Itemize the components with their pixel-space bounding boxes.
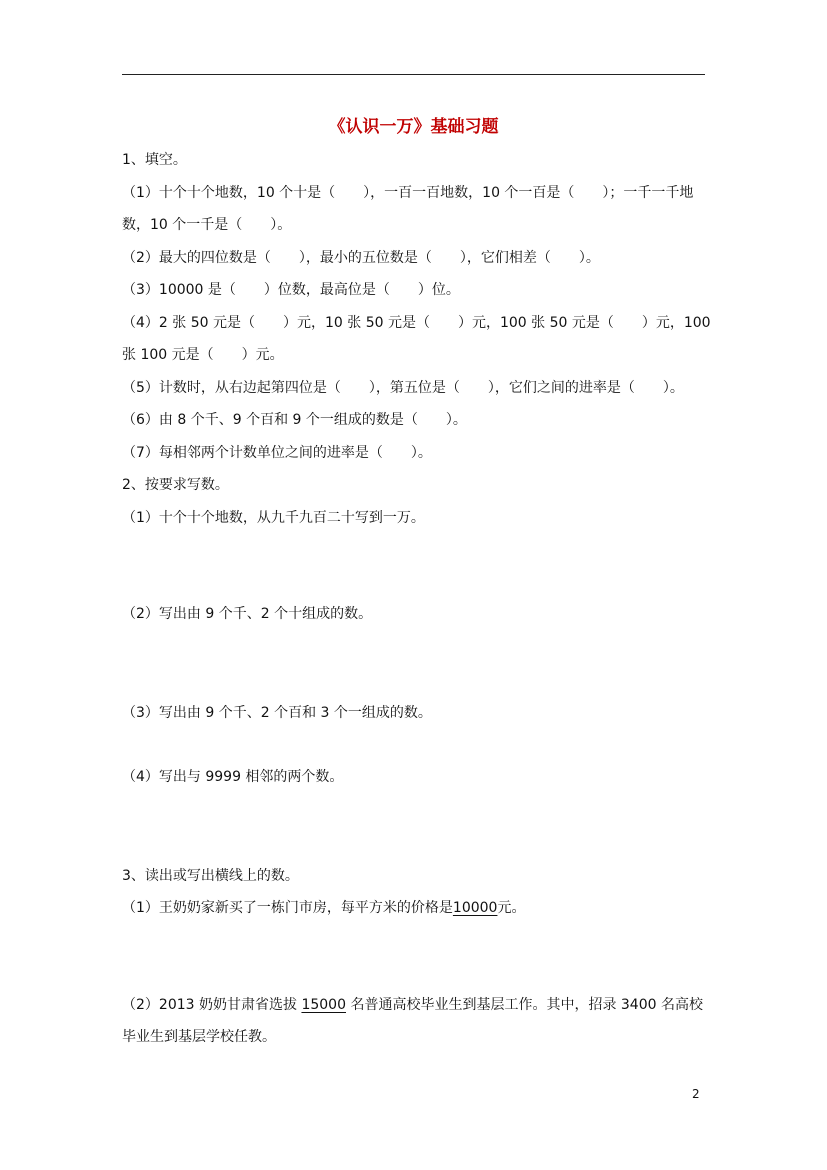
page-number: 2 [692, 1087, 700, 1101]
s1-question-7: （7）每相邻两个计数单位之间的进率是（ ）。 [122, 445, 432, 461]
s1-question-4-line-1: （4）2 张 50 元是（ ）元，10 张 50 元是（ ）元，100 张 50 元是（ ）元，100 [122, 315, 711, 331]
underlined-number: 15000 [301, 997, 346, 1013]
s1-question-6: （6）由 8 个千、9 个百和 9 个一组成的数是（ ）。 [122, 412, 467, 428]
header-rule [122, 74, 705, 75]
underlined-number: 10000 [452, 900, 498, 916]
s3-question-2-line-2: 毕业生到基层学校任教。 [122, 1029, 276, 1045]
s3-q2-text-before: （2）2013 奶奶甘肃省选拔 [122, 997, 297, 1013]
section-2-heading: 2、按要求写数。 [122, 477, 229, 493]
s1-question-4-line-2: 张 100 元是（ ）元。 [122, 347, 284, 363]
s1-question-1-line-2: 数，10 个一千是（ ）。 [122, 217, 292, 233]
s1-question-2: （2）最大的四位数是（ ），最小的五位数是（ ），它们相差（ ）。 [122, 250, 600, 266]
section-1-heading: 1、填空。 [122, 152, 187, 168]
section-3-heading: 3、读出或写出横线上的数。 [122, 868, 299, 884]
s3-q2-text-after: 名普通高校毕业生到基层工作。其中，招录 3400 名高校 [350, 997, 703, 1013]
s2-question-4: （4）写出与 9999 相邻的两个数。 [122, 769, 344, 785]
s1-question-1-line-1: （1）十个十个地数，10 个十是（ ），一百一百地数，10 个一百是（ ）；一千一千地 [122, 185, 694, 201]
s3-q1-text-after: 元。 [497, 900, 526, 916]
s2-question-3: （3）写出由 9 个千、2 个百和 3 个一组成的数。 [122, 705, 432, 721]
s1-question-3: （3）10000 是（ ）位数，最高位是（ ）位。 [122, 282, 460, 298]
page-title: 《认识一万》基础习题 [328, 117, 499, 137]
s3-question-2-line-1 [122, 995, 703, 1015]
s2-question-2: （2）写出由 9 个千、2 个十组成的数。 [122, 606, 373, 622]
s3-question-1 [122, 898, 525, 918]
s1-question-5: （5）计数时，从右边起第四位是（ ），第五位是（ ），它们之间的进率是（ ）。 [122, 380, 684, 396]
s2-question-1: （1）十个十个地数，从九千九百二十写到一万。 [122, 510, 425, 526]
s3-q1-text-before: （1）王奶奶家新买了一栋门市房，每平方米的价格是 [122, 900, 453, 916]
